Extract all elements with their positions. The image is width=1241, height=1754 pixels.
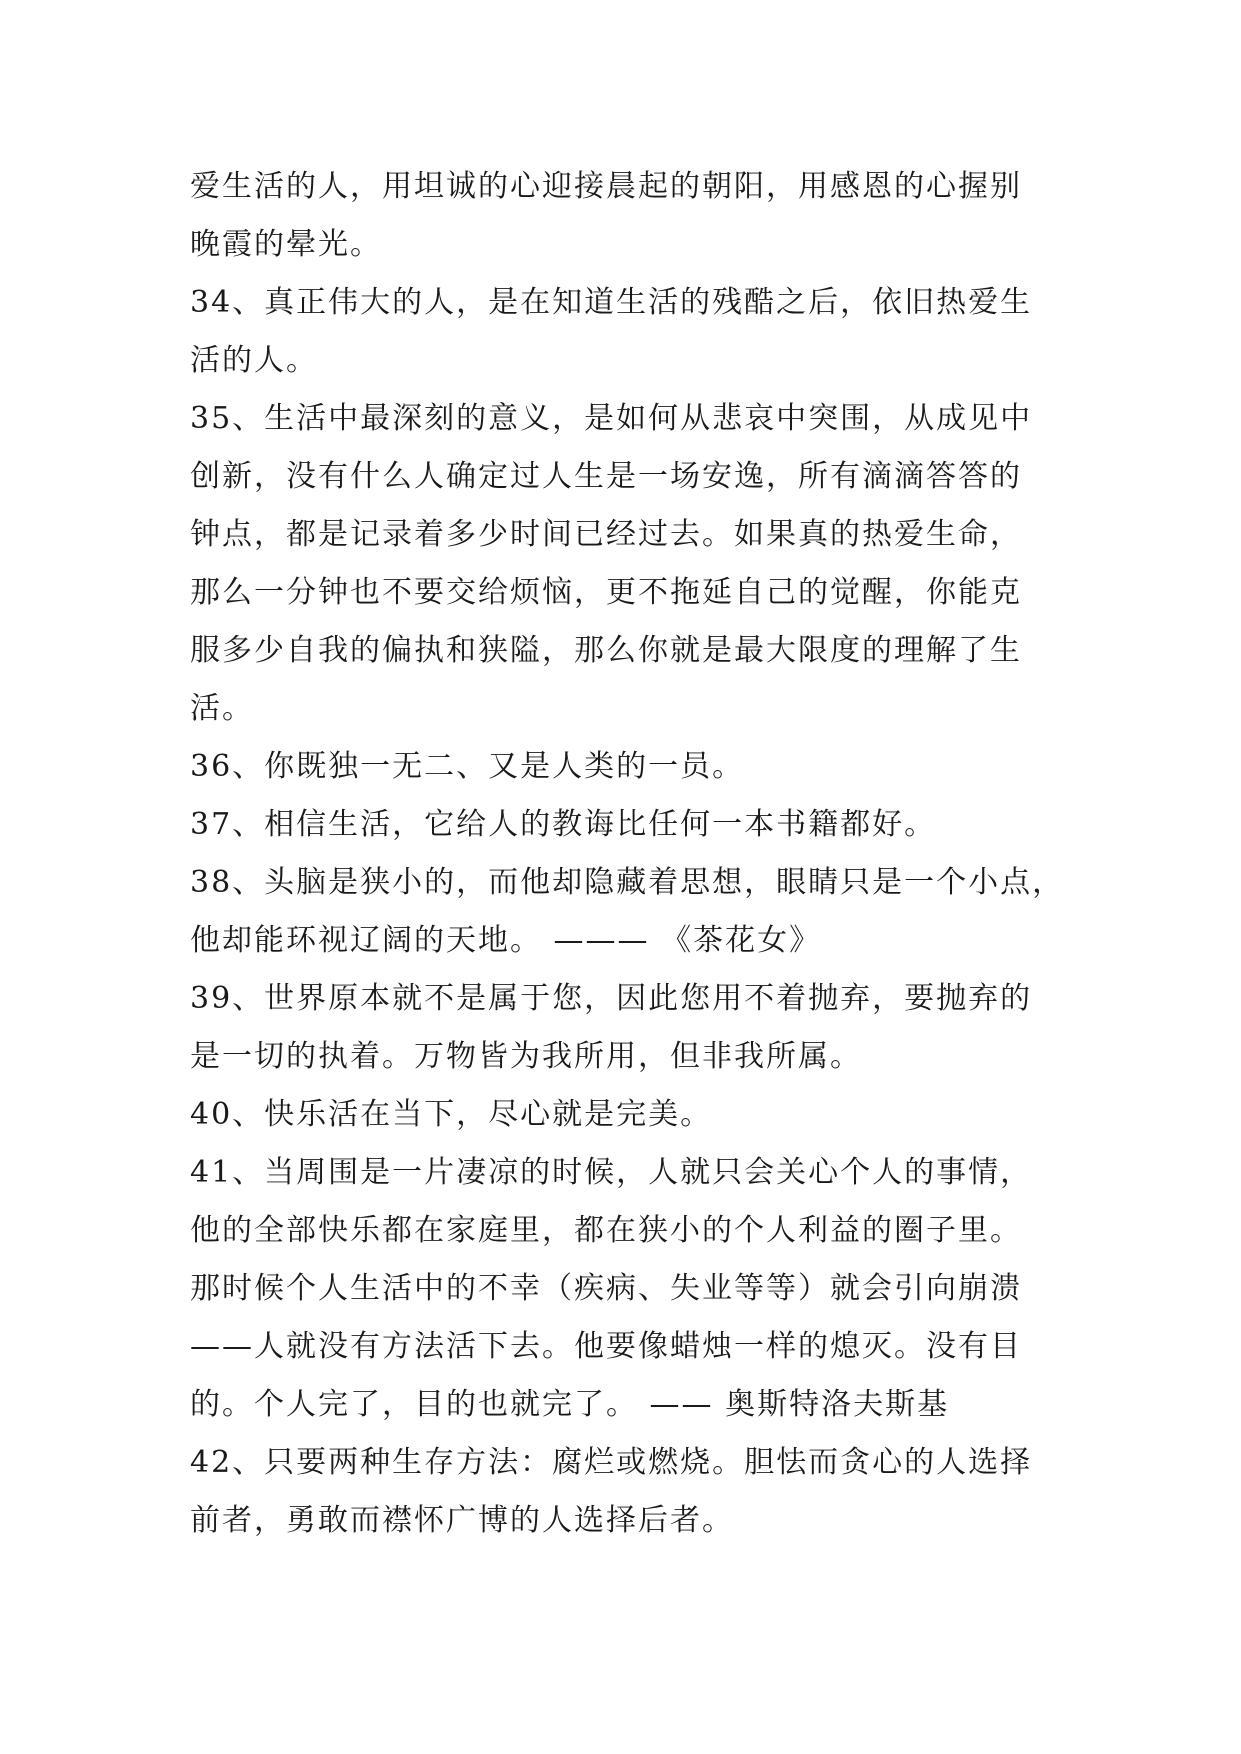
text-line: 41、当周围是一片凄凉的时候，人就只会关心个人的事情， [190,1155,1033,1190]
text-line: 爱生活的人，用坦诚的心迎接晨起的朝阳，用感恩的心握别 [190,169,1022,204]
text-line: 的。个人完了，目的也就完了。 —— 奥斯特洛夫斯基 [190,1387,950,1422]
text-line: 他却能环视辽阔的天地。 ——— 《茶花女》 [190,923,822,958]
text-line: 37、相信生活，它给人的教诲比任何一本书籍都好。 [190,807,937,842]
text-line: 39、世界原本就不是属于您，因此您用不着抛弃，要抛弃的 [190,981,1033,1016]
text-line: 前者，勇敢而襟怀广博的人选择后者。 [190,1503,734,1538]
text-line: 那么一分钟也不要交给烦恼，更不拖延自己的觉醒，你能克 [190,575,1022,610]
text-line: 钟点，都是记录着多少时间已经过去。如果真的热爱生命， [190,517,1022,552]
text-line: 42、只要两种生存方法：腐烂或燃烧。胆怯而贪心的人选择 [190,1445,1033,1480]
text-line: 活。 [190,691,254,726]
text-line: 35、生活中最深刻的意义，是如何从悲哀中突围，从成见中 [190,401,1033,436]
body-text [190,158,1070,1550]
text-line: 他的全部快乐都在家庭里，都在狭小的个人利益的圈子里。 [190,1213,1022,1248]
text-line: 38、头脑是狭小的，而他却隐藏着思想，眼睛只是一个小点， [190,865,1065,900]
text-line: ——人就没有方法活下去。他要像蜡烛一样的熄灭。没有目 [190,1329,1022,1364]
text-line: 是一切的执着。万物皆为我所用，但非我所属。 [190,1039,862,1074]
text-line: 36、你既独一无二、又是人类的一员。 [190,749,745,784]
text-line: 那时候个人生活中的不幸（疾病、失业等等）就会引向崩溃 [190,1271,1022,1306]
text-line: 创新，没有什么人确定过人生是一场安逸，所有滴滴答答的 [190,459,1022,494]
text-line: 活的人。 [190,343,318,378]
text-line: 晚霞的晕光。 [190,227,382,262]
text-line: 34、真正伟大的人，是在知道生活的残酷之后，依旧热爱生 [190,285,1033,320]
text-line: 服多少自我的偏执和狭隘，那么你就是最大限度的理解了生 [190,633,1022,668]
text-line: 40、快乐活在当下，尽心就是完美。 [190,1097,713,1132]
